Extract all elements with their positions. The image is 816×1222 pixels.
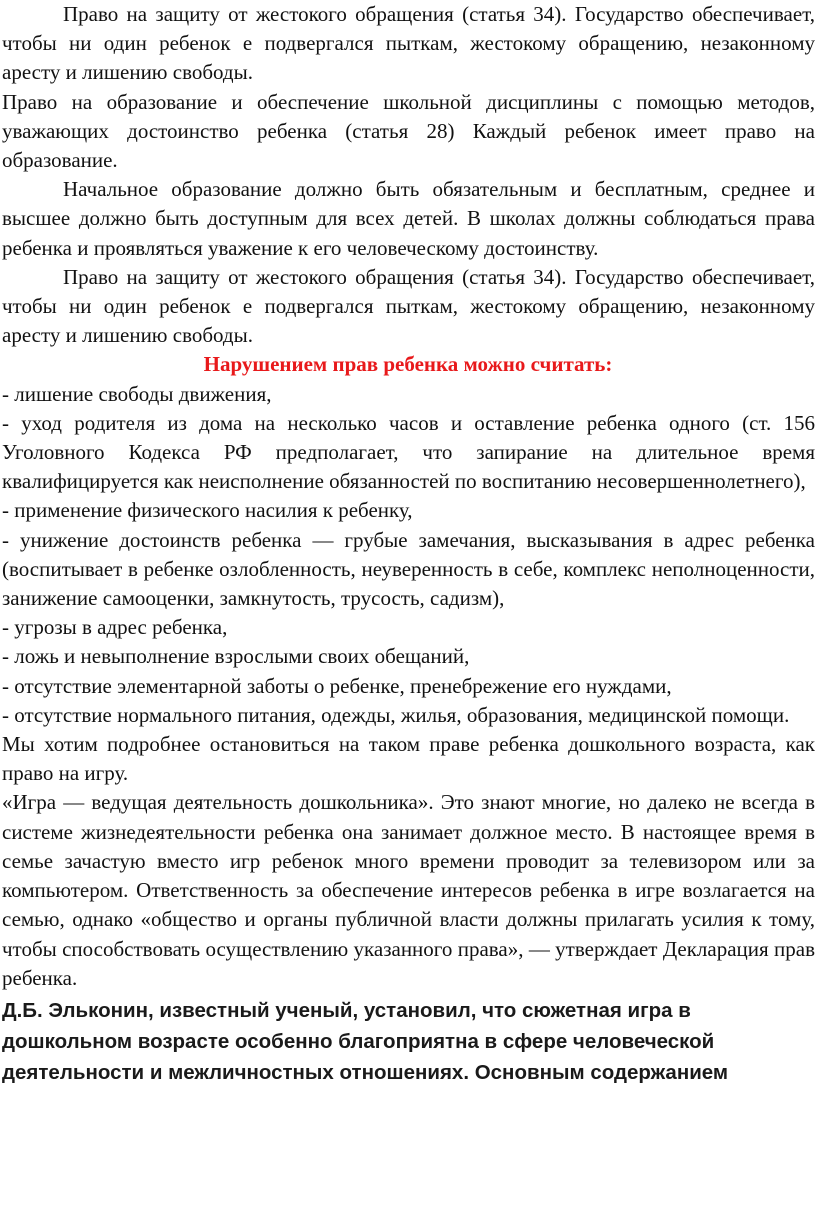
violation-item: - применение физического насилия к ребенку,	[2, 498, 413, 523]
paragraph-right-to-protection: Право на защиту от жестокого обращения (статья 34). Государство обеспечивает, чтобы ни один ребенок е подвергался пыткам, жестокому обращению, незаконному аресту и лишению свободы.	[2, 2, 815, 85]
violations-list	[0, 380, 816, 730]
violation-item: - отсутствие элементарной заботы о ребенке, пренебрежение его нуждами,	[2, 673, 672, 698]
violation-item: - лишение свободы движения,	[2, 381, 272, 406]
violation-item: - ложь и невыполнение взрослыми своих обещаний,	[2, 644, 470, 669]
paragraph-elkonin: Д.Б. Эльконин, известный ученый, установил, что сюжетная игра в дошкольном возрасте особенно благоприятна в сфере человеческой деятельности и межличностных отношениях. Основным содержанием	[2, 998, 729, 1084]
violations-heading: Нарушением прав ребенка можно считать:	[203, 352, 613, 377]
violation-item: - унижение достоинств ребенка — грубые замечания, высказывания в адрес ребенка (воспитывает в ребенке озлобленность, неуверенность в себе, комплекс неполноценности, занижение самооценки, замкнутость, трусость, садизм),	[2, 527, 815, 611]
paragraph-primary-education: Начальное образование должно быть обязательным и бесплатным, среднее и высшее должно быть доступным для всех детей. В школах должны соблюдаться права ребенка и проявляться уважение к его человеческому достоинству.	[2, 177, 815, 260]
paragraph-game-quote: «Игра — ведущая деятельность дошкольника». Это знают многие, но далеко не всегда в системе жизнедеятельности ребенка она занимает должное место. В настоящее время в семье зачастую вместо игр ребенок много времени проводит за телевизором или за компьютером. Ответственность за обеспечение интересов ребенка в игре возлагается на семью, однако «общество и органы публичной власти должны прилагать усилия к тому, чтобы способствовать осуществлению указанного права», — утверждает Декларация прав ребенка.	[2, 790, 815, 990]
paragraph-right-to-play: Мы хотим подробнее остановиться на таком праве ребенка дошкольного возраста, как право на игру.	[2, 732, 815, 786]
violation-item: - отсутствие нормального питания, одежды, жилья, образования, медицинской помощи.	[2, 702, 790, 727]
violation-item: - угрозы в адрес ребенка,	[2, 615, 228, 640]
violation-item: - уход родителя из дома на несколько часов и оставление ребенка одного (ст. 156 Уголовного Кодекса РФ предполагает, что запирание на длительное время квалифицируется как неисполнение обязанностей по воспитанию несовершеннолетнего),	[2, 410, 815, 494]
paragraph-right-to-education: Право на образование и обеспечение школьной дисциплины с помощью методов, уважающих достоинство ребенка (статья 28) Каждый ребенок имеет право на образование.	[2, 89, 815, 173]
paragraph-right-to-protection-repeat: Право на защиту от жестокого обращения (статья 34). Государство обеспечивает, чтобы ни один ребенок е подвергался пыткам, жестокому обращению, незаконному аресту и лишению свободы.	[2, 264, 815, 348]
